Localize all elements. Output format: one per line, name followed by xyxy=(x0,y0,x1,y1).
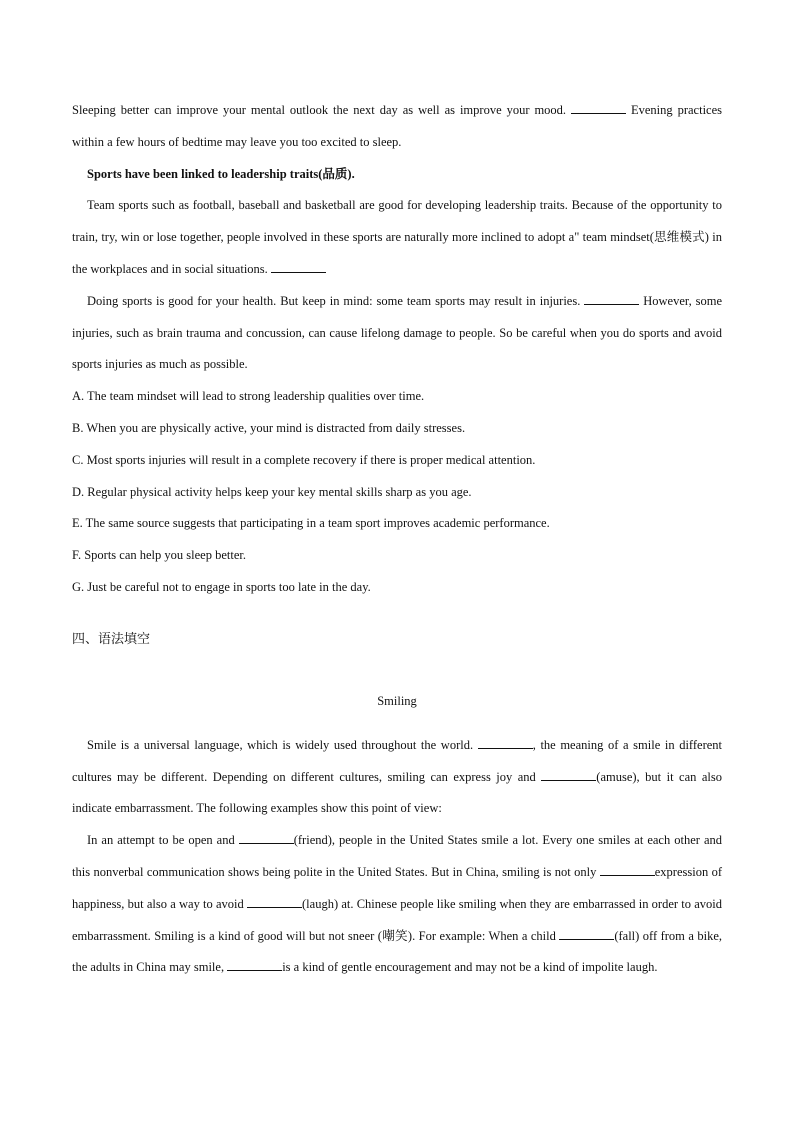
reading-text: Sleeping better can improve your mental outlook the next day as well as improve your mood. xyxy=(72,103,567,117)
option-e: E. The same source suggests that participating in a team sport improves academic performance. xyxy=(72,516,550,531)
answer-blank[interactable] xyxy=(584,292,639,305)
reading-paragraph-1 xyxy=(72,95,722,159)
grammar-text: (friend), people in the United States smile a lot. Every one smiles at each other and this nonverbal communication shows being polite in the United States. But in China, smiling is not only xyxy=(72,833,722,880)
option-b: B. When you are physically active, your mind is distracted from daily stresses. xyxy=(72,420,466,435)
reading-heading: Sports have been linked to leadership traits(品质). xyxy=(87,166,355,181)
section-title: 四、语法填空 xyxy=(72,631,151,647)
reading-text: However, some injuries, such as brain trauma and concussion, can cause lifelong damage to people. So be careful when you do sports and avoid sports injuries as much as possible. xyxy=(72,293,723,372)
answer-blank[interactable] xyxy=(478,736,533,749)
grammar-text: Smile is a universal language, which is widely used throughout the world. xyxy=(87,737,474,752)
option-g: G. Just be careful not to engage in sports too late in the day. xyxy=(72,579,371,594)
answer-blank[interactable] xyxy=(541,768,596,781)
answer-blank[interactable] xyxy=(559,927,614,940)
grammar-paragraph-1 xyxy=(72,730,722,825)
answer-blank[interactable] xyxy=(239,831,294,844)
answer-blank[interactable] xyxy=(227,958,282,971)
reading-paragraph-3 xyxy=(72,286,722,381)
grammar-paragraph-2 xyxy=(72,825,722,984)
answer-blank[interactable] xyxy=(571,101,626,114)
reading-text: Team sports such as football, baseball and basketball are good for developing leadership traits. Because of the opportunity to train, try, win or lose together, people involved in these sports are naturally more inclined to adopt a" team mindset(思维模式) in the workplaces and in social situations. xyxy=(72,198,722,276)
grammar-text: (laugh) at. Chinese people like smiling when they are embarrassed in order to avoid embarrassment. Smiling is a kind of good will but not sneer (嘲笑). For example: When a child xyxy=(72,896,722,943)
option-d: D. Regular physical activity helps keep your key mental skills sharp as you age. xyxy=(72,484,472,499)
answer-blank[interactable] xyxy=(247,895,302,908)
grammar-text: (amuse), but it can also indicate embarrassment. The following examples show this point of view: xyxy=(72,769,722,816)
grammar-text: , the meaning of a smile in different cultures may be different. Depending on different cultures, smiling can express joy and xyxy=(72,737,723,784)
grammar-text: (fall) off from a bike, the adults in China may smile, xyxy=(72,928,722,975)
grammar-text: In an attempt to be open and xyxy=(87,833,235,848)
passage-title: Smiling xyxy=(377,693,417,708)
grammar-text: expression of happiness, but also a way to avoid xyxy=(72,865,722,911)
option-f: F. Sports can help you sleep better. xyxy=(72,548,246,563)
option-c: C. Most sports injuries will result in a complete recovery if there is proper medical attention. xyxy=(72,452,536,467)
document-page xyxy=(72,95,722,984)
grammar-text: is a kind of gentle encouragement and may not be a kind of impolite laugh. xyxy=(282,960,658,975)
answer-blank[interactable] xyxy=(271,260,326,273)
options-list xyxy=(72,381,722,604)
answer-blank[interactable] xyxy=(600,863,655,876)
reading-paragraph-2 xyxy=(72,190,722,285)
reading-text: Evening practices within a few hours of bedtime may leave you too excited to sleep. xyxy=(72,103,723,149)
option-a: A. The team mindset will lead to strong leadership qualities over time. xyxy=(72,389,425,404)
reading-text: Doing sports is good for your health. But keep in mind: some team sports may result in injuries. xyxy=(87,293,581,308)
